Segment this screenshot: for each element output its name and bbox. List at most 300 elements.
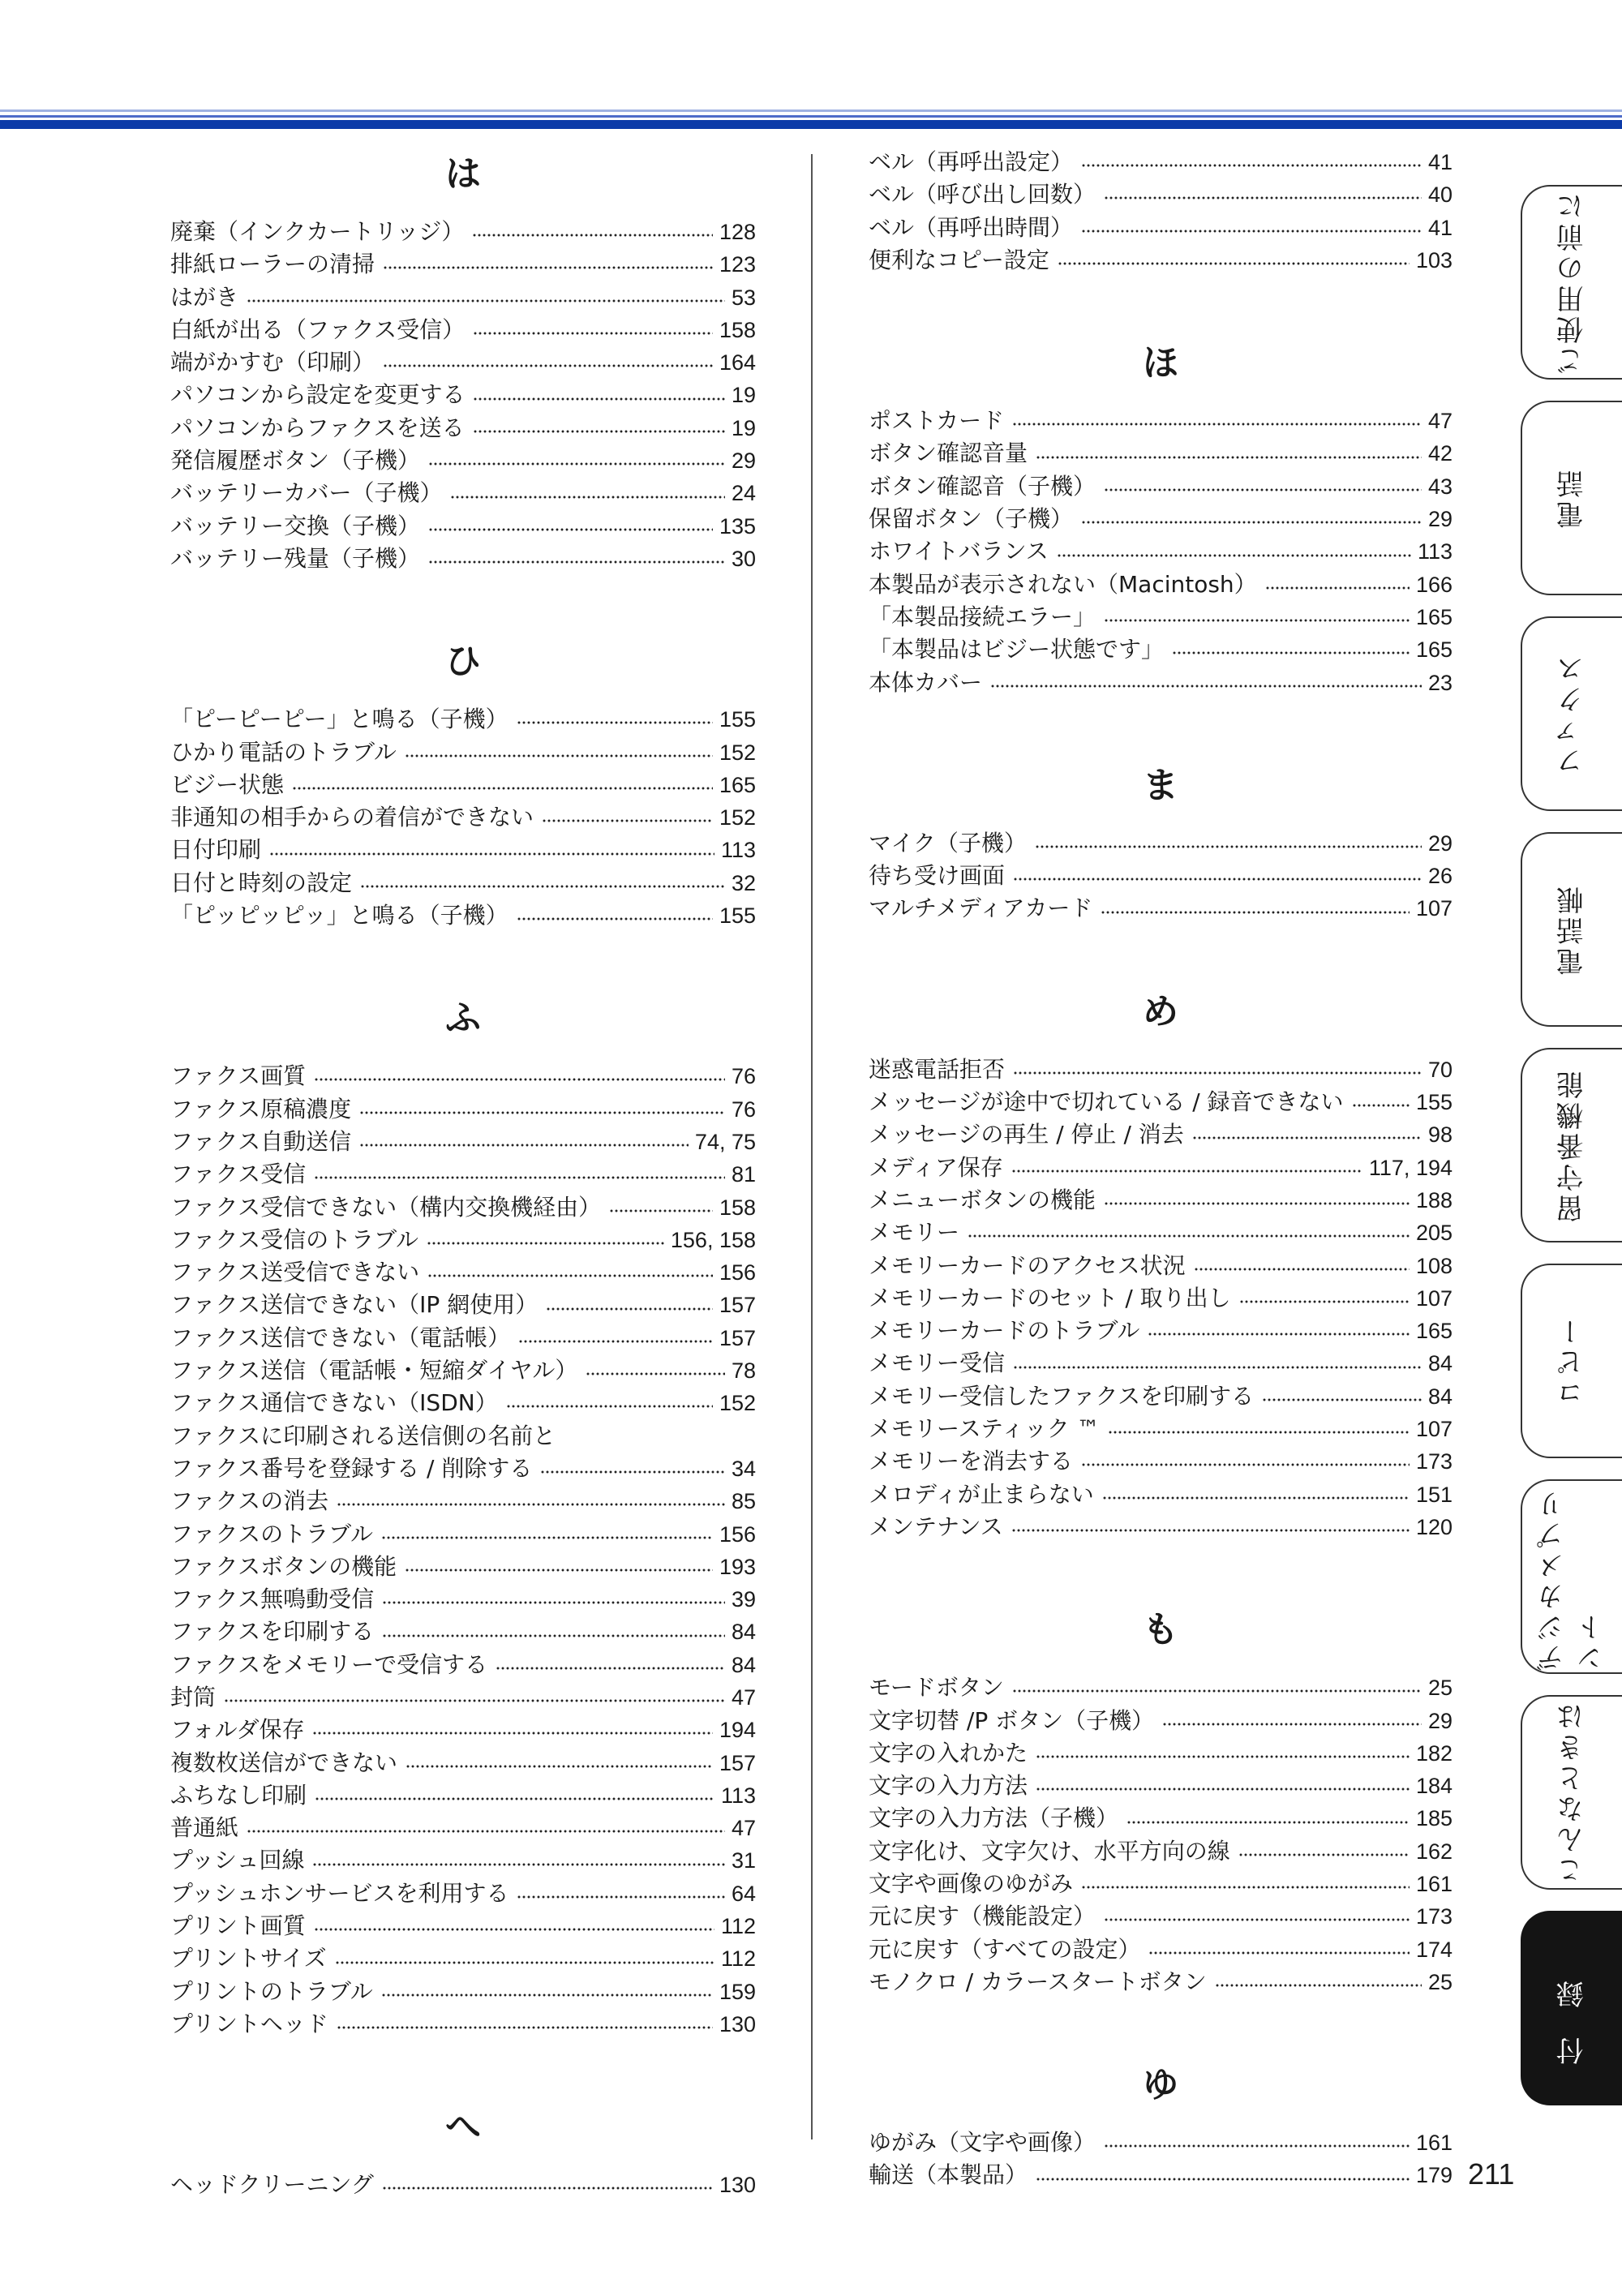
entry-page: 84 [1427,1351,1453,1376]
section-heading: は [445,153,481,195]
dot-leader [269,852,714,856]
index-entry [869,569,1453,601]
index-entry [869,860,1453,892]
dot-leader [247,1830,725,1833]
entry-term: 「ピーピーピー」と鳴る（子機） [170,706,508,733]
entry-term: ベル（再呼出時間） [869,213,1074,241]
section-heading: も [1143,1609,1178,1651]
dot-leader [1036,456,1422,459]
entry-term: ビジー状態 [170,770,285,798]
entry-term: 本体カバー [869,668,983,696]
section-gap [869,699,1453,757]
entry-page: 165 [1415,1319,1453,1344]
index-entry [869,1966,1453,1998]
entry-term: 「ピッピッピッ」と鳴る（子機） [170,902,508,929]
index-entry [170,703,756,736]
entry-term: ファクス送受信できない [170,1259,420,1286]
index-entry [170,1910,756,1942]
page-number: 211 [1468,2157,1515,2191]
dot-leader [517,721,713,724]
index-entry [869,1184,1453,1217]
index-entry [869,1347,1453,1380]
dot-leader [359,1144,689,1147]
index-entry [170,1256,756,1289]
index-section [170,2099,756,2201]
index-column-left [170,146,756,2202]
dot-leader [427,1242,664,1245]
entry-term: ファクス送信できない（IP 網使用） [170,1291,539,1319]
entry-page: 164 [719,350,756,376]
entry-term: 白紙が出る（ファクス受信） [170,315,466,343]
index-entry [869,1380,1453,1413]
entry-page: 84 [1427,1384,1453,1409]
entry-term: ヘッドクリーニング [170,2171,374,2199]
index-section [170,146,756,575]
index-entry [170,216,756,248]
index-entry [869,503,1453,535]
index-entry [170,1158,756,1191]
dot-leader [1162,1723,1422,1726]
index-entry [170,1779,756,1812]
entry-term: ベル（再呼出設定） [869,148,1074,175]
index-entry [170,801,756,834]
index-entry [170,1942,756,1975]
index-entry [869,1770,1453,1802]
index-entry [170,1583,756,1616]
index-entry [869,1672,1453,1704]
dot-leader [1011,1169,1362,1173]
entry-page: 29 [1427,830,1453,856]
entry-term: 輸送（本製品） [869,2161,1028,2189]
entry-term: 本製品が表示されない（Macintosh） [869,570,1257,598]
index-entry [170,1976,756,2008]
index-entry [869,1086,1453,1118]
entry-term: 日付印刷 [170,836,262,864]
index-entry [869,2126,1453,2159]
entry-page: 84 [731,1652,756,1677]
index-entry [170,1126,756,1158]
index-section [869,984,1453,1543]
entry-term: ファクス原稿濃度 [170,1095,352,1122]
index-entry [869,892,1453,925]
index-entry [869,2159,1453,2191]
entry-term: 元に戻す（すべての設定） [869,1935,1141,1963]
entry-page: 39 [731,1587,756,1612]
entry-page: 23 [1427,670,1453,695]
entry-term: 待ち受け画面 [869,862,1006,890]
entry-term: バッテリー残量（子機） [170,544,421,572]
section-heading: ひ [445,641,481,683]
index-entry [170,736,756,769]
entry-term: プリント画質 [170,1912,306,1940]
entry-page: 152 [719,805,756,830]
index-entry [170,1060,756,1092]
entry-page: 185 [1415,1806,1453,1831]
section-tab-label: デジカメプリント [1536,1487,1609,1672]
dot-leader [1013,878,1422,881]
index-entry [869,1282,1453,1315]
index-entry [170,346,756,379]
entry-page: 155 [1415,1090,1453,1115]
header-rule-thick [0,120,1622,129]
dot-leader [1194,1268,1410,1271]
index-entry [170,1191,756,1224]
dot-leader [406,1765,713,1768]
section-tab [1521,616,1622,811]
dot-leader [312,1732,712,1735]
entry-page: 76 [731,1064,756,1089]
entry-page: 165 [1415,637,1453,663]
entry-page: 113 [720,1783,756,1808]
dot-leader [335,1961,714,1964]
index-entry [170,1322,756,1354]
dot-leader [1058,262,1410,265]
index-entry [170,1878,756,1910]
entry-term: 日付と時刻の設定 [170,869,353,896]
dot-leader [381,1536,713,1539]
index-entry [869,212,1453,244]
section-gap [869,1543,1453,1602]
entry-page: 81 [731,1162,756,1187]
dot-leader [1101,911,1410,914]
section-tab [1521,1048,1622,1242]
entry-page: 194 [719,1718,756,1743]
entry-page: 29 [1427,507,1453,532]
index-entry [869,470,1453,503]
index-entry [869,1445,1453,1478]
dot-leader [314,1928,714,1931]
dot-leader [1104,196,1422,200]
entry-term: 文字の入力方法（子機） [869,1805,1119,1832]
dot-leader [1057,554,1411,557]
entry-term: ファクス無鳴動受信 [170,1586,375,1613]
entry-term: 文字の入力方法 [869,1772,1028,1800]
dot-leader [1081,1463,1410,1466]
index-section [170,990,756,2041]
dot-leader [1102,1496,1410,1500]
entry-page: 31 [731,1848,756,1873]
entry-term: パソコンから設定を変更する [170,381,466,409]
index-entry [170,1844,756,1877]
entry-term: メンテナンス [869,1513,1003,1540]
entry-term: バッテリー交換（子機） [170,512,421,539]
entry-page: 47 [731,1684,756,1710]
dot-leader [1036,2178,1410,2181]
section-tab-label: 電話 [1556,467,1589,529]
entry-term: ファクスの消去 [170,1487,329,1515]
entry-page: 205 [1415,1221,1453,1246]
index-entry [170,2008,756,2041]
dot-leader [1108,1431,1410,1434]
index-entry [869,827,1453,860]
dot-leader [1035,845,1422,848]
entry-term: ポストカード [869,407,1005,435]
entry-page: 152 [719,740,756,765]
index-entry [170,1714,756,1746]
entry-term: ベル（呼び出し回数） [869,181,1096,208]
entry-term: メモリーを消去する [869,1448,1074,1475]
entry-page: 19 [731,415,756,440]
index-entry [170,1420,756,1453]
dot-leader [1126,1821,1410,1824]
section-tab-label: コピー [1556,1315,1589,1407]
entry-page: 128 [719,220,756,244]
index-entry [869,601,1453,633]
index-entry [869,244,1453,277]
entry-term: 端がかすむ（印刷） [170,349,375,376]
entry-term: ファクス受信のトラブル [170,1225,419,1253]
entry-page: 130 [719,2011,756,2036]
entry-term: 保留ボタン（子機） [869,505,1074,533]
entry-page: 123 [719,252,756,277]
dot-leader [314,1176,725,1179]
dot-leader [1104,2144,1410,2148]
entry-page: 157 [719,1325,756,1350]
entry-page: 165 [1415,604,1453,629]
index-entry [869,1802,1453,1835]
dot-leader [473,332,713,335]
entry-page: 112 [720,1914,756,1939]
entry-term: ボタン確認音量 [869,440,1028,467]
entry-term: 発信履歴ボタン（子機） [170,447,421,474]
index-entry [869,1835,1453,1868]
entry-page: 85 [731,1489,756,1514]
entry-term: ホワイトバランス [869,538,1049,565]
dot-leader [360,885,725,888]
dot-leader [382,1634,725,1637]
entry-term: ファクス受信 [170,1161,307,1188]
entry-term: 元に戻す（機能設定） [869,1903,1096,1930]
entry-term: メモリーカードのトラブル [869,1317,1140,1345]
index-entry [869,667,1453,699]
index-section [869,757,1453,925]
dot-leader [1352,1104,1410,1107]
index-entry [869,1054,1453,1086]
dot-leader [1036,1755,1410,1758]
entry-term: モードボタン [869,1674,1004,1702]
index-entry [869,1900,1453,1933]
entry-page: 157 [719,1750,756,1775]
entry-page: 26 [1427,864,1453,889]
index-entry [869,1217,1453,1249]
entry-page: 156, 158 [670,1227,756,1252]
index-entry [170,281,756,314]
index-entry [170,1681,756,1714]
header-rule-mid [0,115,1622,118]
entry-term: プリントサイズ [170,1945,327,1972]
entry-page: 47 [731,1816,756,1841]
dot-leader [1104,1202,1410,1205]
dot-leader [1148,1951,1409,1955]
dot-leader [1265,586,1410,590]
index-entry [170,1093,756,1126]
index-entry [869,437,1453,470]
dot-leader [540,1470,725,1474]
header-rule-thin [0,109,1622,112]
entry-page: 157 [719,1293,756,1318]
section-tab-label: 付録 [1556,1951,1589,2065]
index-section [869,2057,1453,2192]
index-entry [170,444,756,477]
index-entry [170,1551,756,1583]
entry-page: 152 [719,1391,756,1416]
section-tab-label: こんなときは [1556,1700,1589,1885]
entry-term: 文字化け、文字欠け、水平方向の線 [869,1837,1230,1865]
section-gap [170,2041,756,2099]
entry-page: 98 [1427,1122,1453,1148]
dot-leader [496,1667,725,1670]
entry-page: 29 [1427,1708,1453,1733]
entry-page: 112 [720,1946,756,1972]
dot-leader [292,787,713,790]
entry-page: 47 [1427,409,1453,434]
index-entry [170,248,756,281]
entry-page: 19 [731,383,756,408]
dot-leader [1081,164,1422,167]
entry-page: 84 [731,1620,756,1645]
entry-term: メッセージが途中で切れている / 録音できない [869,1088,1344,1116]
section-tab-label: ファクス [1556,652,1589,775]
section-gap [170,932,756,990]
entry-term: 迷惑電話拒否 [869,1055,1006,1083]
dot-leader [506,1405,713,1408]
entry-term: モノクロ / カラースタートボタン [869,1968,1207,1995]
entry-term: メモリーカードのアクセス状況 [869,1251,1186,1279]
entry-page: 173 [1415,1449,1453,1474]
section-tab [1521,1479,1622,1674]
entry-page: 103 [1415,247,1453,273]
section-heading: め [1143,990,1178,1032]
dot-leader [1012,1689,1422,1693]
entry-term: マルチメディアカード [869,895,1093,922]
entry-term: プリントヘッド [170,2010,328,2037]
section-tab [1521,185,1622,380]
entry-page: 179 [1415,2163,1453,2188]
index-entry [170,899,756,932]
entry-page: 53 [731,285,756,310]
dot-leader [968,1234,1410,1238]
entry-term: 封筒 [170,1683,217,1710]
entry-term: ファクスを印刷する [170,1618,375,1646]
dot-leader [405,1569,713,1572]
dot-leader [312,1863,724,1866]
entry-term: 便利なコピー設定 [869,246,1049,273]
dot-leader [472,234,713,237]
entry-term: プリントのトラブル [170,1977,373,2005]
dot-leader [1104,619,1410,622]
index-entry [170,1224,756,1256]
index-entry [869,405,1453,437]
entry-term: ファクス画質 [170,1062,307,1090]
index-entry [170,543,756,575]
index-section [869,146,1453,277]
entry-term: メロディが止まらない [869,1480,1094,1508]
section-tab-label: 留守番機能 [1556,1068,1589,1222]
dot-leader [383,266,713,269]
entry-term: メモリー受信したファクスを印刷する [869,1382,1255,1410]
dot-leader [1036,1787,1410,1791]
dot-leader [517,1895,724,1899]
entry-term: フォルダ保存 [170,1716,305,1744]
index-entry [869,146,1453,178]
dot-leader [247,299,725,303]
index-entry [170,412,756,444]
dot-leader [586,1372,725,1375]
entry-page: 32 [731,870,756,895]
entry-page: 108 [1415,1253,1453,1278]
section-tab-label: 電話帳 [1556,883,1589,976]
entry-term: 文字の入れかた [869,1739,1028,1766]
entry-page: 117, 194 [1368,1155,1453,1180]
index-entry [170,1616,756,1648]
entry-term: はがき [170,283,239,311]
dot-leader [517,917,713,921]
entry-term: ファクス番号を登録する / 削除する [170,1454,533,1482]
entry-term: パソコンからファクスを送る [170,414,465,441]
entry-term: ボタン確認音（子機） [869,472,1096,500]
index-entry [869,535,1453,568]
entry-term: メディア保存 [869,1153,1003,1181]
index-section [869,335,1453,699]
index-entry [170,1518,756,1551]
section-tab-label: ご使用の前に [1556,190,1589,375]
entry-term: 文字切替 /P ボタン（子機） [869,1706,1155,1734]
dot-leader [990,685,1422,688]
section-tab [1521,401,1622,595]
entry-term: ファクスをメモリーで受信する [170,1650,488,1678]
index-entry [869,1413,1453,1445]
entry-page: 151 [1415,1482,1453,1507]
entry-term: 排紙ローラーの清掃 [170,251,375,278]
entry-term: ファクス通信できない（ISDN） [170,1389,498,1417]
entry-page: 113 [1417,539,1453,564]
index-entry [869,1478,1453,1511]
section-heading: ほ [1143,342,1178,384]
dot-leader [1013,1071,1422,1075]
entry-term: バッテリーカバー（子機） [170,479,443,507]
index-section [869,1602,1453,1998]
dot-leader [1081,521,1422,524]
dot-leader [381,1993,713,1997]
entry-page: 120 [1415,1514,1453,1539]
entry-page: 107 [1415,896,1453,921]
entry-page: 113 [720,838,756,863]
dot-leader [1262,1398,1422,1401]
entry-page: 155 [719,903,756,929]
entry-term: ファクスのトラブル [170,1520,374,1547]
entry-page: 166 [1415,572,1453,597]
index-entry [170,379,756,411]
entry-term: ゆがみ（文字や画像） [869,2129,1096,2157]
dot-leader [428,462,725,466]
dot-leader [1081,1886,1410,1889]
index-entry [869,1933,1453,1966]
index-entry [170,477,756,509]
section-tab [1521,832,1622,1027]
entry-term: ファクス送信（電話帳・短縮ダイヤル） [170,1357,578,1384]
index-entry [170,867,756,899]
dot-leader [1104,1918,1410,1921]
dot-leader [383,364,713,367]
dot-leader [224,1699,725,1702]
section-heading: ゆ [1143,2064,1178,2106]
entry-term: 「本製品接続エラー」 [869,603,1096,630]
dot-leader [1238,1853,1410,1856]
column-divider [811,154,813,2139]
dot-leader [518,1340,713,1343]
index-entry [170,1485,756,1517]
entry-page: 41 [1427,215,1453,240]
